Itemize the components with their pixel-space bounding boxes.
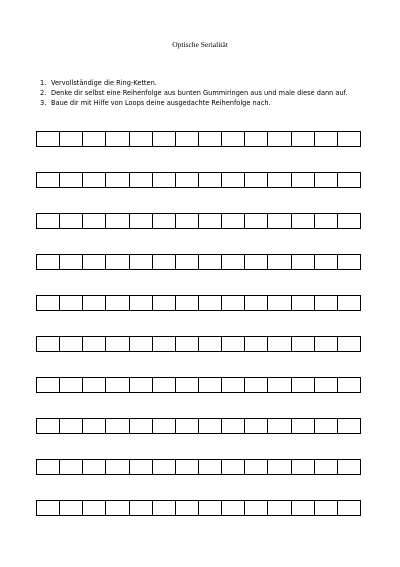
ring-chain-cell [106, 419, 129, 433]
ring-chain-cell [268, 501, 291, 515]
ring-chain-cell [130, 337, 153, 351]
ring-chain-cell [315, 337, 338, 351]
ring-chain-cell [199, 173, 222, 187]
ring-chain-row [36, 459, 361, 475]
ring-chain-cell [199, 337, 222, 351]
ring-chain-cell [37, 132, 60, 146]
ring-chain-cell [37, 378, 60, 392]
ring-chain-cell [153, 173, 176, 187]
ring-chain-cell [37, 337, 60, 351]
ring-chain-cell [292, 296, 315, 310]
ring-chain-cell [245, 337, 268, 351]
ring-chain-cell [176, 255, 199, 269]
ring-chain-cell [245, 378, 268, 392]
ring-chain-row [36, 213, 361, 229]
ring-chain-cell [153, 378, 176, 392]
ring-chain-cell [153, 501, 176, 515]
ring-chain-cell [292, 173, 315, 187]
ring-chain-cell [37, 173, 60, 187]
ring-chain-cell [176, 337, 199, 351]
ring-chain-cell [292, 214, 315, 228]
ring-chain-cell [106, 132, 129, 146]
ring-chain-cell [176, 419, 199, 433]
ring-chain-cell [338, 296, 360, 310]
ring-chain-cell [60, 132, 83, 146]
ring-chain-cell [268, 173, 291, 187]
ring-chain-cell [268, 419, 291, 433]
ring-chain-cell [222, 132, 245, 146]
ring-chain-cell [60, 296, 83, 310]
ring-chain-cell [130, 501, 153, 515]
ring-chain-cell [130, 460, 153, 474]
ring-chain-cell [60, 173, 83, 187]
ring-chain-cell [338, 378, 360, 392]
ring-chain-cell [338, 255, 360, 269]
ring-chain-cell [106, 296, 129, 310]
instruction-text: Vervollständige die Ring-Ketten. [51, 79, 157, 87]
ring-chain-cell [60, 214, 83, 228]
ring-chain-cell [292, 132, 315, 146]
ring-chain-cell [153, 132, 176, 146]
instruction-text: Baue dir mit Hilfe von Loops deine ausgedachte Reihenfolge nach. [51, 99, 271, 107]
ring-chain-cell [130, 132, 153, 146]
ring-chain-row [36, 377, 361, 393]
ring-chain-cell [315, 214, 338, 228]
ring-chain-cell [268, 132, 291, 146]
ring-chain-cell [130, 255, 153, 269]
ring-chain-cell [222, 255, 245, 269]
ring-chain-cell [315, 460, 338, 474]
ring-chain-cell [37, 255, 60, 269]
ring-chain-cell [245, 132, 268, 146]
ring-chain-cell [268, 255, 291, 269]
ring-chain-cell [338, 460, 360, 474]
ring-chain-cell [268, 460, 291, 474]
ring-chain-cell [37, 460, 60, 474]
ring-chain-row [36, 295, 361, 311]
ring-chain-cell [199, 460, 222, 474]
ring-chain-cell [106, 214, 129, 228]
ring-chain-cell [106, 378, 129, 392]
ring-chain-cell [222, 214, 245, 228]
ring-chain-cell [222, 296, 245, 310]
ring-chain-cell [245, 501, 268, 515]
instruction-number: 2. [40, 89, 47, 97]
ring-chain-cell [106, 501, 129, 515]
ring-chain-cell [83, 255, 106, 269]
instruction-item-2 [40, 88, 360, 98]
ring-chain-cell [130, 214, 153, 228]
ring-chain-cell [268, 296, 291, 310]
ring-chain-cell [106, 460, 129, 474]
ring-chain-row [36, 500, 361, 516]
ring-chain-cell [130, 296, 153, 310]
ring-chain-row [36, 418, 361, 434]
instruction-list [40, 78, 360, 108]
ring-chain-cell [60, 419, 83, 433]
ring-chain-cell [83, 296, 106, 310]
ring-chain-cell [106, 255, 129, 269]
ring-chain-cell [245, 214, 268, 228]
ring-chain-cell [199, 255, 222, 269]
ring-chain-cell [292, 255, 315, 269]
ring-chain-cell [60, 337, 83, 351]
ring-chain-cell [199, 132, 222, 146]
ring-chain-cell [245, 460, 268, 474]
ring-chain-row [36, 172, 361, 188]
ring-chain-cell [292, 337, 315, 351]
ring-chain-cell [176, 214, 199, 228]
ring-chain-cell [315, 501, 338, 515]
ring-chain-cell [130, 173, 153, 187]
ring-chain-cell [199, 501, 222, 515]
ring-chain-cell [60, 501, 83, 515]
ring-chain-cell [37, 214, 60, 228]
instruction-item-3 [40, 98, 360, 108]
instruction-text: Denke dir selbst eine Reihenfolge aus bunten Gummiringen aus und male diese dann auf. [51, 89, 348, 97]
ring-chain-cell [130, 419, 153, 433]
ring-chain-cell [338, 501, 360, 515]
ring-chain-cell [37, 419, 60, 433]
ring-chain-cell [292, 419, 315, 433]
page-title: Optische Serialität [172, 40, 228, 49]
ring-chain-cell [83, 460, 106, 474]
ring-chain-cell [245, 419, 268, 433]
ring-chain-cell [153, 337, 176, 351]
ring-chain-cell [292, 378, 315, 392]
ring-chain-cell [106, 173, 129, 187]
ring-chain-cell [315, 378, 338, 392]
ring-chain-cell [292, 501, 315, 515]
ring-chain-cell [153, 255, 176, 269]
ring-chain-cell [338, 132, 360, 146]
ring-chain-row [36, 254, 361, 270]
ring-chain-cell [153, 460, 176, 474]
ring-chain-cell [268, 337, 291, 351]
ring-chain-cell [245, 255, 268, 269]
ring-chain-cell [338, 337, 360, 351]
ring-chain-cell [153, 214, 176, 228]
instruction-number: 3. [40, 99, 47, 107]
instruction-item-1 [40, 78, 360, 88]
ring-chain-cell [176, 378, 199, 392]
ring-chain-cell [315, 296, 338, 310]
ring-chain-cell [60, 255, 83, 269]
ring-chain-cell [222, 419, 245, 433]
ring-chain-cell [222, 337, 245, 351]
ring-chain-cell [292, 460, 315, 474]
ring-chain-cell [222, 501, 245, 515]
ring-chain-cell [83, 132, 106, 146]
ring-chain-cell [222, 378, 245, 392]
ring-chain-row [36, 336, 361, 352]
ring-chain-row [36, 131, 361, 147]
ring-chain-cell [245, 173, 268, 187]
ring-chain-cell [315, 173, 338, 187]
ring-chain-cell [176, 132, 199, 146]
ring-chain-cell [153, 296, 176, 310]
ring-chain-cell [222, 173, 245, 187]
ring-chain-cell [315, 255, 338, 269]
ring-chain-cell [199, 214, 222, 228]
ring-chain-cell [199, 419, 222, 433]
ring-chain-cell [83, 173, 106, 187]
ring-chain-cell [83, 419, 106, 433]
ring-chain-cell [130, 378, 153, 392]
instruction-number: 1. [40, 79, 47, 87]
ring-chain-cell [60, 378, 83, 392]
ring-chain-cell [338, 419, 360, 433]
ring-chain-cell [176, 173, 199, 187]
ring-chain-cell [338, 173, 360, 187]
ring-chain-cell [83, 337, 106, 351]
ring-chain-cell [245, 296, 268, 310]
ring-chain-cell [60, 460, 83, 474]
ring-chain-cell [83, 378, 106, 392]
ring-chain-cell [222, 460, 245, 474]
ring-chain-cell [176, 296, 199, 310]
ring-chain-cell [37, 296, 60, 310]
ring-chain-cell [268, 214, 291, 228]
ring-chain-cell [37, 501, 60, 515]
ring-chain-cell [199, 296, 222, 310]
ring-chain-cell [153, 419, 176, 433]
ring-chain-cell [83, 214, 106, 228]
ring-chain-cell [176, 460, 199, 474]
ring-chain-cell [176, 501, 199, 515]
ring-chain-cell [268, 378, 291, 392]
ring-chain-cell [315, 132, 338, 146]
ring-chain-cell [199, 378, 222, 392]
ring-chain-cell [106, 337, 129, 351]
ring-chain-cell [338, 214, 360, 228]
ring-chain-cell [315, 419, 338, 433]
ring-chain-cell [83, 501, 106, 515]
